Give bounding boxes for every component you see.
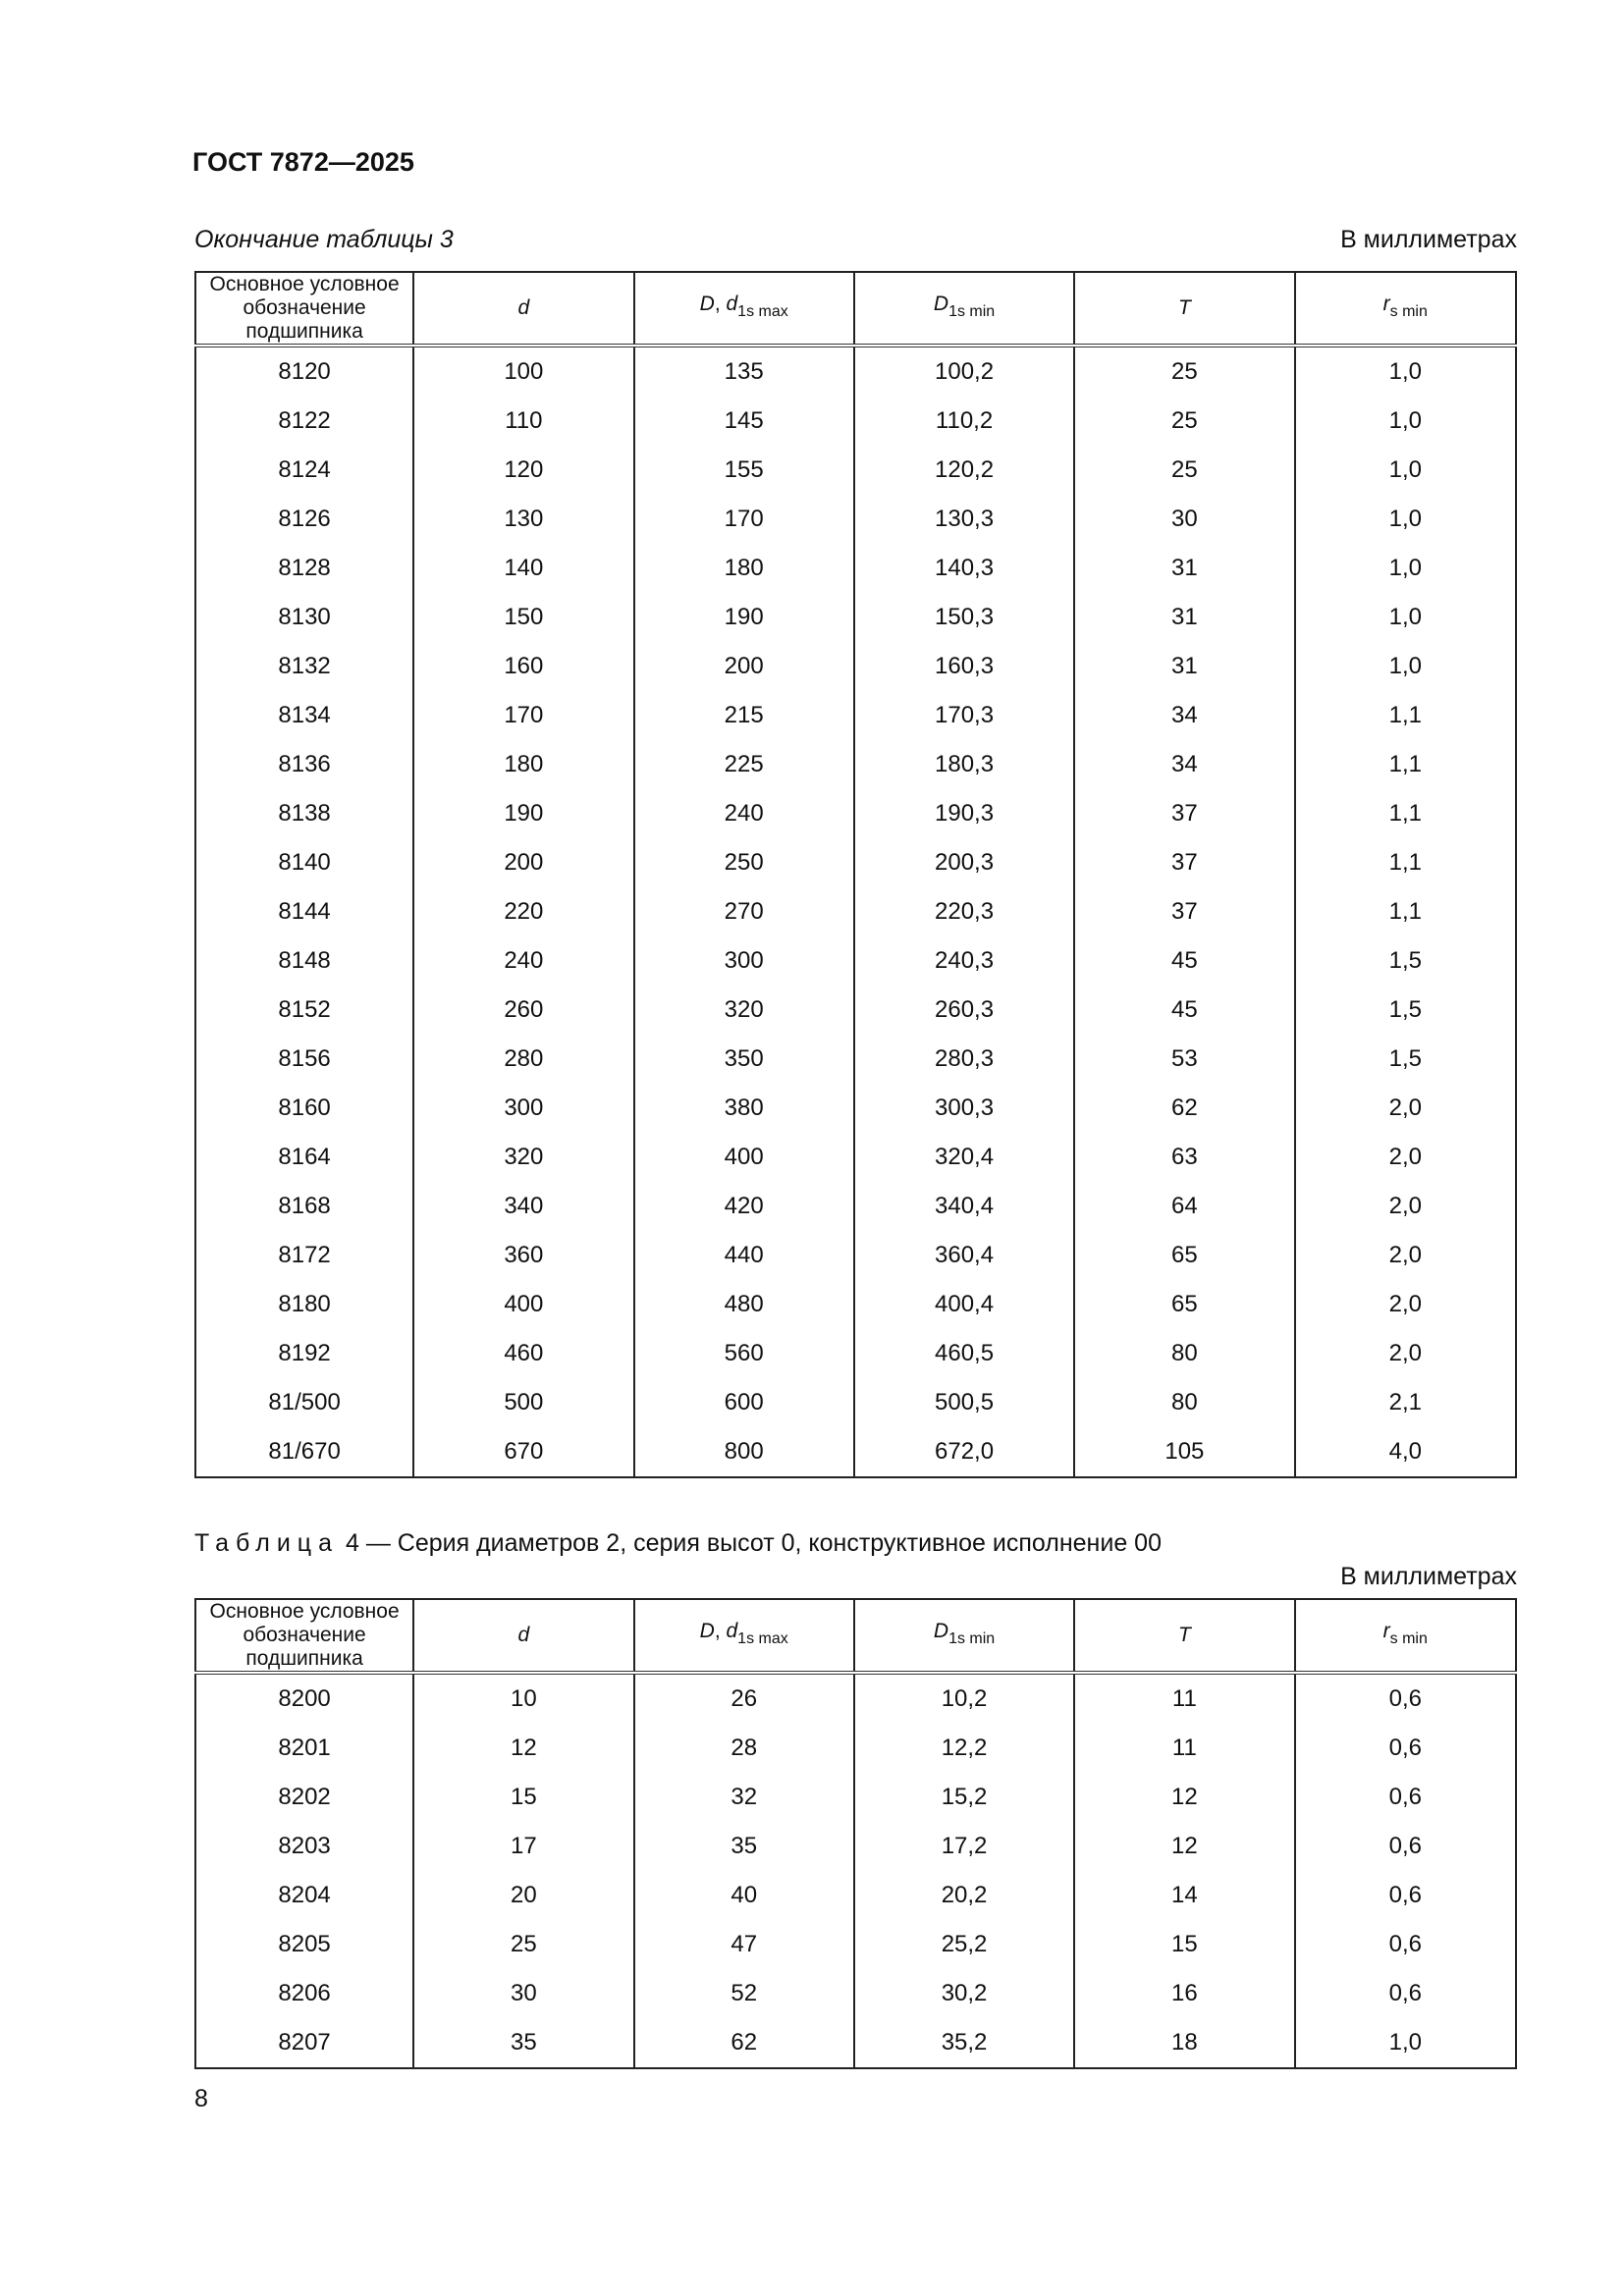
table-row bbox=[195, 936, 1516, 986]
cell-d: 100 bbox=[413, 346, 633, 397]
cell-D-d1s-max: 215 bbox=[634, 691, 854, 740]
cell-designation: 8134 bbox=[195, 691, 413, 740]
cell-D1s-min: 320,4 bbox=[854, 1133, 1074, 1182]
table-row bbox=[195, 1673, 1516, 1724]
cell-d: 25 bbox=[413, 1920, 633, 1969]
cell-rs-min: 4,0 bbox=[1295, 1427, 1516, 1477]
cell-rs-min: 1,0 bbox=[1295, 642, 1516, 691]
cell-T: 37 bbox=[1074, 838, 1294, 887]
cell-T: 25 bbox=[1074, 346, 1294, 397]
cell-D1s-min: 35,2 bbox=[854, 2018, 1074, 2068]
cell-T: 63 bbox=[1074, 1133, 1294, 1182]
cell-D-d1s-max: 250 bbox=[634, 838, 854, 887]
cell-T: 65 bbox=[1074, 1280, 1294, 1329]
cell-d: 180 bbox=[413, 740, 633, 789]
header-rs-min: $r_{s min}$ bbox=[1295, 1599, 1516, 1673]
table-row bbox=[195, 1969, 1516, 2018]
cell-rs-min: 0,6 bbox=[1295, 1969, 1516, 2018]
cell-D1s-min: 500,5 bbox=[854, 1378, 1074, 1427]
table-row bbox=[195, 1035, 1516, 1084]
cell-D1s-min: 240,3 bbox=[854, 936, 1074, 986]
table-row bbox=[195, 495, 1516, 544]
cell-rs-min: 1,0 bbox=[1295, 397, 1516, 446]
cell-T: 80 bbox=[1074, 1329, 1294, 1378]
table-row bbox=[195, 1378, 1516, 1427]
table-row bbox=[195, 1920, 1516, 1969]
table-row bbox=[195, 1871, 1516, 1920]
cell-designation: 8128 bbox=[195, 544, 413, 593]
table4-header-row bbox=[195, 1599, 1516, 1673]
cell-designation: 8152 bbox=[195, 986, 413, 1035]
cell-D1s-min: 260,3 bbox=[854, 986, 1074, 1035]
cell-rs-min: 1,0 bbox=[1295, 2018, 1516, 2068]
cell-D-d1s-max: 47 bbox=[634, 1920, 854, 1969]
cell-d: 10 bbox=[413, 1673, 633, 1724]
table-row bbox=[195, 1822, 1516, 1871]
cell-D-d1s-max: 600 bbox=[634, 1378, 854, 1427]
cell-d: 360 bbox=[413, 1231, 633, 1280]
cell-D1s-min: 400,4 bbox=[854, 1280, 1074, 1329]
cell-rs-min: 1,5 bbox=[1295, 986, 1516, 1035]
cell-T: 65 bbox=[1074, 1231, 1294, 1280]
header-D1s-min: $D_{1s min}$ bbox=[854, 1599, 1074, 1673]
cell-designation: 8180 bbox=[195, 1280, 413, 1329]
cell-d: 20 bbox=[413, 1871, 633, 1920]
cell-D-d1s-max: 52 bbox=[634, 1969, 854, 2018]
cell-d: 500 bbox=[413, 1378, 633, 1427]
cell-designation: 81/670 bbox=[195, 1427, 413, 1477]
cell-T: 16 bbox=[1074, 1969, 1294, 2018]
cell-designation: 8172 bbox=[195, 1231, 413, 1280]
cell-T: 12 bbox=[1074, 1773, 1294, 1822]
cell-D-d1s-max: 32 bbox=[634, 1773, 854, 1822]
cell-rs-min: 2,0 bbox=[1295, 1329, 1516, 1378]
cell-D-d1s-max: 26 bbox=[634, 1673, 854, 1724]
cell-T: 45 bbox=[1074, 936, 1294, 986]
cell-D1s-min: 150,3 bbox=[854, 593, 1074, 642]
table-row bbox=[195, 887, 1516, 936]
table-row bbox=[195, 986, 1516, 1035]
cell-designation: 8122 bbox=[195, 397, 413, 446]
cell-D-d1s-max: 440 bbox=[634, 1231, 854, 1280]
header-d: d bbox=[413, 272, 633, 346]
cell-T: 105 bbox=[1074, 1427, 1294, 1477]
table4 bbox=[194, 1598, 1517, 2069]
cell-designation: 8132 bbox=[195, 642, 413, 691]
cell-rs-min: 1,0 bbox=[1295, 346, 1516, 397]
cell-D-d1s-max: 420 bbox=[634, 1182, 854, 1231]
cell-T: 31 bbox=[1074, 642, 1294, 691]
table-row bbox=[195, 1133, 1516, 1182]
header-designation: Основное условное обозначение подшипника bbox=[195, 1599, 413, 1673]
cell-d: 160 bbox=[413, 642, 633, 691]
cell-D-d1s-max: 190 bbox=[634, 593, 854, 642]
cell-D-d1s-max: 560 bbox=[634, 1329, 854, 1378]
cell-D1s-min: 200,3 bbox=[854, 838, 1074, 887]
cell-T: 37 bbox=[1074, 789, 1294, 838]
cell-rs-min: 2,0 bbox=[1295, 1084, 1516, 1133]
cell-rs-min: 2,0 bbox=[1295, 1280, 1516, 1329]
table-row bbox=[195, 691, 1516, 740]
cell-D1s-min: 15,2 bbox=[854, 1773, 1074, 1822]
cell-designation: 8160 bbox=[195, 1084, 413, 1133]
cell-D-d1s-max: 200 bbox=[634, 642, 854, 691]
cell-rs-min: 0,6 bbox=[1295, 1871, 1516, 1920]
cell-d: 670 bbox=[413, 1427, 633, 1477]
cell-rs-min: 1,0 bbox=[1295, 446, 1516, 495]
cell-designation: 8200 bbox=[195, 1673, 413, 1724]
cell-D-d1s-max: 170 bbox=[634, 495, 854, 544]
cell-D-d1s-max: 35 bbox=[634, 1822, 854, 1871]
cell-D1s-min: 672,0 bbox=[854, 1427, 1074, 1477]
table-row bbox=[195, 789, 1516, 838]
cell-D1s-min: 300,3 bbox=[854, 1084, 1074, 1133]
table-row bbox=[195, 346, 1516, 397]
cell-D1s-min: 20,2 bbox=[854, 1871, 1074, 1920]
cell-D1s-min: 110,2 bbox=[854, 397, 1074, 446]
cell-d: 190 bbox=[413, 789, 633, 838]
table-row bbox=[195, 1329, 1516, 1378]
cell-rs-min: 0,6 bbox=[1295, 1773, 1516, 1822]
cell-designation: 8148 bbox=[195, 936, 413, 986]
cell-designation: 81/500 bbox=[195, 1378, 413, 1427]
cell-rs-min: 1,1 bbox=[1295, 838, 1516, 887]
cell-D-d1s-max: 240 bbox=[634, 789, 854, 838]
cell-D-d1s-max: 145 bbox=[634, 397, 854, 446]
table3-body bbox=[195, 346, 1516, 1477]
cell-rs-min: 1,1 bbox=[1295, 789, 1516, 838]
cell-D1s-min: 120,2 bbox=[854, 446, 1074, 495]
cell-d: 200 bbox=[413, 838, 633, 887]
table-row bbox=[195, 1280, 1516, 1329]
page-number: 8 bbox=[194, 2085, 208, 2112]
cell-D-d1s-max: 40 bbox=[634, 1871, 854, 1920]
cell-designation: 8124 bbox=[195, 446, 413, 495]
cell-D1s-min: 190,3 bbox=[854, 789, 1074, 838]
table-row bbox=[195, 1231, 1516, 1280]
cell-T: 45 bbox=[1074, 986, 1294, 1035]
cell-D-d1s-max: 320 bbox=[634, 986, 854, 1035]
cell-d: 320 bbox=[413, 1133, 633, 1182]
cell-T: 15 bbox=[1074, 1920, 1294, 1969]
table4-units: В миллиметрах bbox=[1340, 1563, 1517, 1590]
cell-D1s-min: 170,3 bbox=[854, 691, 1074, 740]
cell-d: 220 bbox=[413, 887, 633, 936]
table-row bbox=[195, 642, 1516, 691]
cell-designation: 8136 bbox=[195, 740, 413, 789]
cell-designation: 8202 bbox=[195, 1773, 413, 1822]
cell-T: 80 bbox=[1074, 1378, 1294, 1427]
header-D-d1s-max: D, $d_{1s max}$ bbox=[634, 1599, 854, 1673]
table3 bbox=[194, 271, 1517, 1478]
cell-d: 300 bbox=[413, 1084, 633, 1133]
cell-d: 150 bbox=[413, 593, 633, 642]
cell-designation: 8206 bbox=[195, 1969, 413, 2018]
cell-designation: 8207 bbox=[195, 2018, 413, 2068]
cell-D1s-min: 17,2 bbox=[854, 1822, 1074, 1871]
cell-D1s-min: 10,2 bbox=[854, 1673, 1074, 1724]
cell-designation: 8204 bbox=[195, 1871, 413, 1920]
cell-d: 110 bbox=[413, 397, 633, 446]
table-row bbox=[195, 397, 1516, 446]
cell-D-d1s-max: 300 bbox=[634, 936, 854, 986]
cell-d: 12 bbox=[413, 1724, 633, 1773]
cell-T: 25 bbox=[1074, 397, 1294, 446]
table3-header-row bbox=[195, 272, 1516, 346]
header-d: d bbox=[413, 1599, 633, 1673]
cell-T: 34 bbox=[1074, 740, 1294, 789]
cell-T: 18 bbox=[1074, 2018, 1294, 2068]
cell-D1s-min: 460,5 bbox=[854, 1329, 1074, 1378]
table4-caption: Таблица 4 — Серия диаметров 2, серия высот 0, конструктивное исполнение 00 bbox=[194, 1529, 1162, 1557]
cell-designation: 8164 bbox=[195, 1133, 413, 1182]
cell-rs-min: 1,5 bbox=[1295, 936, 1516, 986]
table-row bbox=[195, 544, 1516, 593]
cell-d: 120 bbox=[413, 446, 633, 495]
cell-designation: 8156 bbox=[195, 1035, 413, 1084]
table-row bbox=[195, 1724, 1516, 1773]
cell-rs-min: 1,1 bbox=[1295, 887, 1516, 936]
cell-d: 17 bbox=[413, 1822, 633, 1871]
cell-D-d1s-max: 270 bbox=[634, 887, 854, 936]
cell-D1s-min: 360,4 bbox=[854, 1231, 1074, 1280]
table-row bbox=[195, 593, 1516, 642]
cell-designation: 8168 bbox=[195, 1182, 413, 1231]
header-T: T bbox=[1074, 272, 1294, 346]
table-row bbox=[195, 446, 1516, 495]
cell-designation: 8126 bbox=[195, 495, 413, 544]
cell-D-d1s-max: 400 bbox=[634, 1133, 854, 1182]
cell-D-d1s-max: 225 bbox=[634, 740, 854, 789]
cell-designation: 8203 bbox=[195, 1822, 413, 1871]
cell-d: 280 bbox=[413, 1035, 633, 1084]
cell-D1s-min: 12,2 bbox=[854, 1724, 1074, 1773]
cell-rs-min: 1,1 bbox=[1295, 691, 1516, 740]
cell-T: 53 bbox=[1074, 1035, 1294, 1084]
cell-designation: 8138 bbox=[195, 789, 413, 838]
cell-D1s-min: 30,2 bbox=[854, 1969, 1074, 2018]
header-designation: Основное условное обозначение подшипника bbox=[195, 272, 413, 346]
cell-D-d1s-max: 350 bbox=[634, 1035, 854, 1084]
table-row bbox=[195, 1182, 1516, 1231]
cell-rs-min: 2,0 bbox=[1295, 1231, 1516, 1280]
cell-T: 12 bbox=[1074, 1822, 1294, 1871]
cell-rs-min: 1,1 bbox=[1295, 740, 1516, 789]
cell-D1s-min: 280,3 bbox=[854, 1035, 1074, 1084]
cell-rs-min: 1,5 bbox=[1295, 1035, 1516, 1084]
cell-D-d1s-max: 380 bbox=[634, 1084, 854, 1133]
table-row bbox=[195, 2018, 1516, 2068]
cell-designation: 8205 bbox=[195, 1920, 413, 1969]
cell-T: 31 bbox=[1074, 544, 1294, 593]
cell-d: 240 bbox=[413, 936, 633, 986]
table-row bbox=[195, 1773, 1516, 1822]
cell-rs-min: 0,6 bbox=[1295, 1822, 1516, 1871]
document-title: ГОСТ 7872—2025 bbox=[192, 147, 414, 177]
cell-T: 25 bbox=[1074, 446, 1294, 495]
cell-D1s-min: 130,3 bbox=[854, 495, 1074, 544]
cell-d: 130 bbox=[413, 495, 633, 544]
cell-T: 37 bbox=[1074, 887, 1294, 936]
cell-D-d1s-max: 28 bbox=[634, 1724, 854, 1773]
header-D1s-min: $D_{1s min}$ bbox=[854, 272, 1074, 346]
header-rs-min: $r_{s min}$ bbox=[1295, 272, 1516, 346]
cell-T: 11 bbox=[1074, 1724, 1294, 1773]
cell-D-d1s-max: 800 bbox=[634, 1427, 854, 1477]
cell-designation: 8201 bbox=[195, 1724, 413, 1773]
cell-designation: 8192 bbox=[195, 1329, 413, 1378]
cell-D-d1s-max: 135 bbox=[634, 346, 854, 397]
cell-d: 35 bbox=[413, 2018, 633, 2068]
table3-caption: Окончание таблицы 3 bbox=[194, 226, 454, 253]
cell-D1s-min: 180,3 bbox=[854, 740, 1074, 789]
cell-rs-min: 0,6 bbox=[1295, 1673, 1516, 1724]
table-row bbox=[195, 838, 1516, 887]
table-row bbox=[195, 1084, 1516, 1133]
cell-T: 64 bbox=[1074, 1182, 1294, 1231]
cell-d: 400 bbox=[413, 1280, 633, 1329]
cell-T: 34 bbox=[1074, 691, 1294, 740]
cell-T: 62 bbox=[1074, 1084, 1294, 1133]
cell-designation: 8144 bbox=[195, 887, 413, 936]
cell-D-d1s-max: 155 bbox=[634, 446, 854, 495]
cell-T: 11 bbox=[1074, 1673, 1294, 1724]
cell-D1s-min: 160,3 bbox=[854, 642, 1074, 691]
cell-designation: 8140 bbox=[195, 838, 413, 887]
cell-D1s-min: 340,4 bbox=[854, 1182, 1074, 1231]
cell-d: 30 bbox=[413, 1969, 633, 2018]
cell-T: 31 bbox=[1074, 593, 1294, 642]
cell-d: 340 bbox=[413, 1182, 633, 1231]
cell-designation: 8120 bbox=[195, 346, 413, 397]
cell-rs-min: 0,6 bbox=[1295, 1920, 1516, 1969]
cell-D1s-min: 140,3 bbox=[854, 544, 1074, 593]
cell-designation: 8130 bbox=[195, 593, 413, 642]
table4-body bbox=[195, 1673, 1516, 2068]
cell-rs-min: 2,0 bbox=[1295, 1182, 1516, 1231]
cell-D-d1s-max: 62 bbox=[634, 2018, 854, 2068]
cell-D1s-min: 25,2 bbox=[854, 1920, 1074, 1969]
cell-d: 170 bbox=[413, 691, 633, 740]
header-D-d1s-max: D, $d_{1s max}$ bbox=[634, 272, 854, 346]
cell-D1s-min: 100,2 bbox=[854, 346, 1074, 397]
table-row bbox=[195, 740, 1516, 789]
cell-rs-min: 1,0 bbox=[1295, 495, 1516, 544]
cell-T: 30 bbox=[1074, 495, 1294, 544]
table-row bbox=[195, 1427, 1516, 1477]
header-T: T bbox=[1074, 1599, 1294, 1673]
cell-D-d1s-max: 480 bbox=[634, 1280, 854, 1329]
cell-d: 460 bbox=[413, 1329, 633, 1378]
cell-d: 15 bbox=[413, 1773, 633, 1822]
cell-rs-min: 2,0 bbox=[1295, 1133, 1516, 1182]
cell-d: 140 bbox=[413, 544, 633, 593]
cell-D-d1s-max: 180 bbox=[634, 544, 854, 593]
cell-rs-min: 1,0 bbox=[1295, 593, 1516, 642]
cell-rs-min: 2,1 bbox=[1295, 1378, 1516, 1427]
cell-T: 14 bbox=[1074, 1871, 1294, 1920]
cell-rs-min: 0,6 bbox=[1295, 1724, 1516, 1773]
table3-units: В миллиметрах bbox=[1340, 226, 1517, 253]
cell-D1s-min: 220,3 bbox=[854, 887, 1074, 936]
cell-rs-min: 1,0 bbox=[1295, 544, 1516, 593]
cell-d: 260 bbox=[413, 986, 633, 1035]
